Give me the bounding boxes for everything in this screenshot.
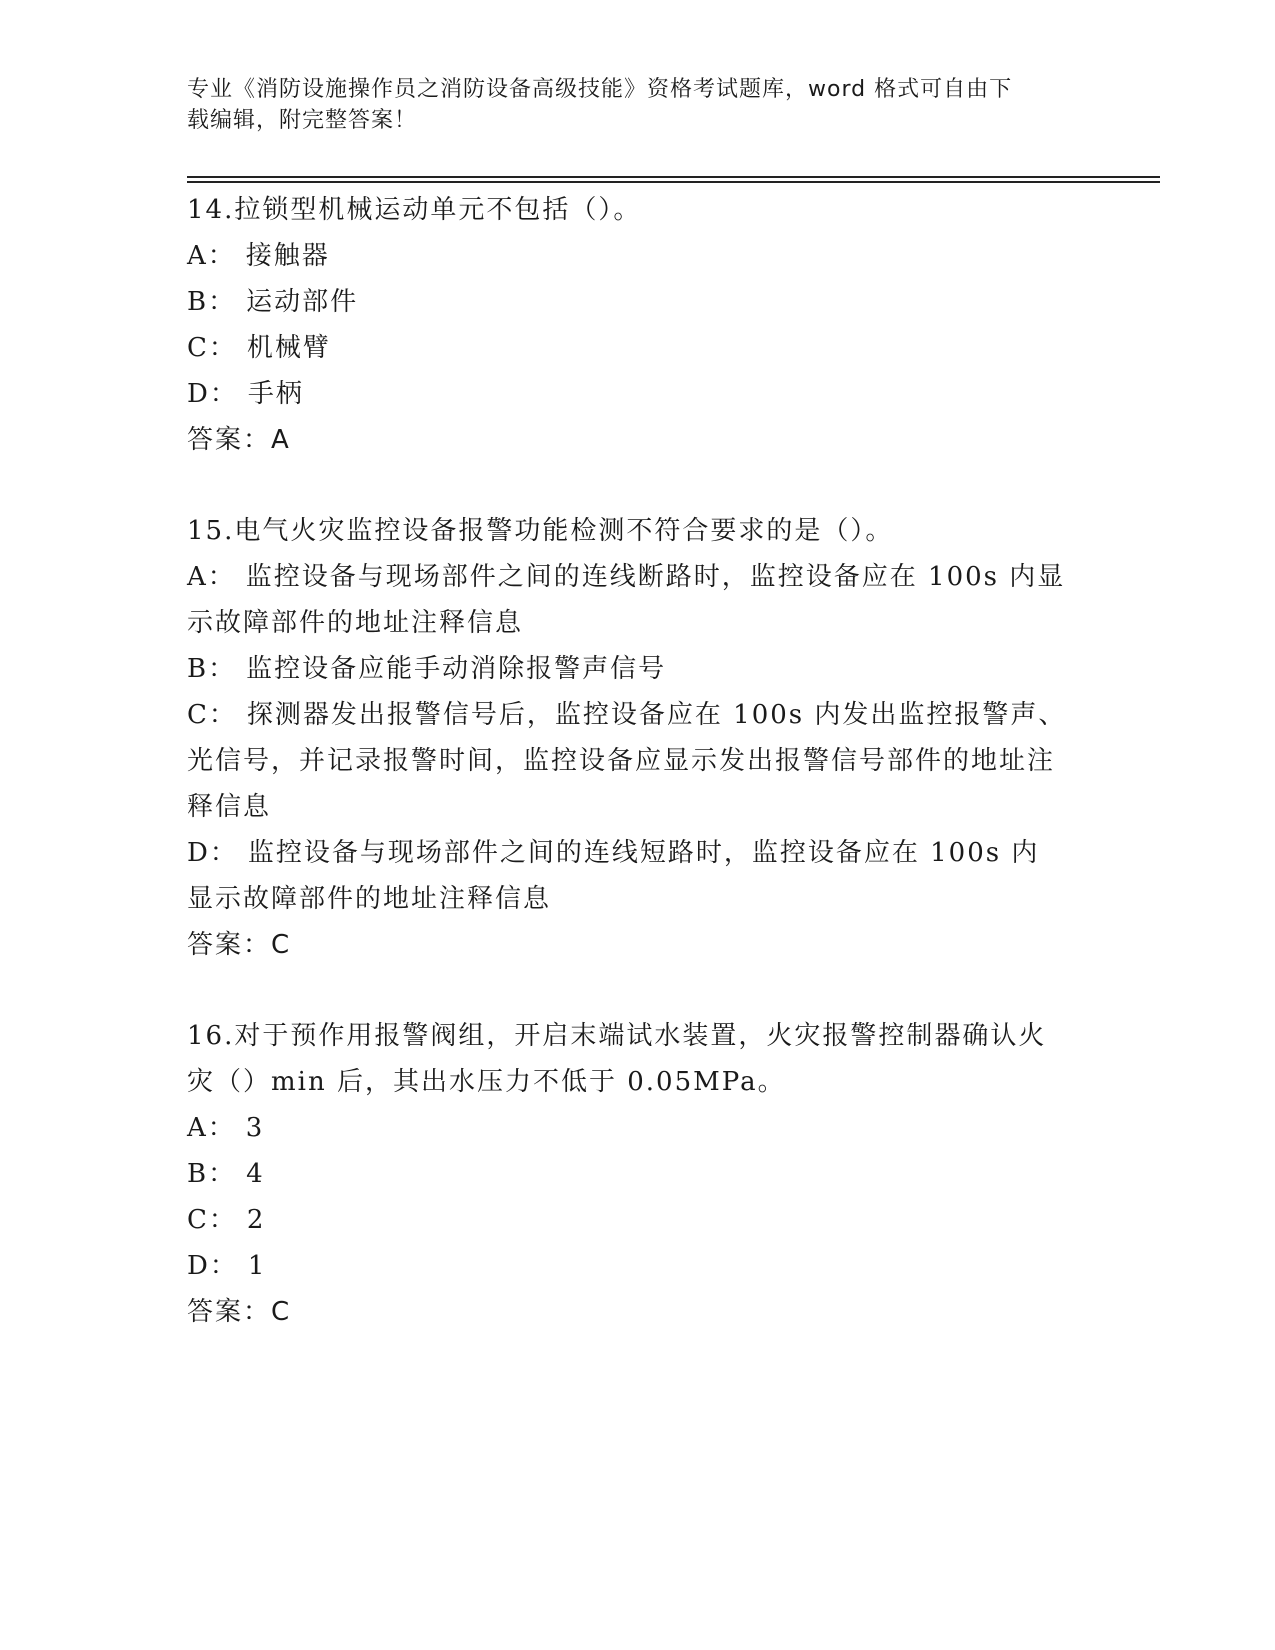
answer-line: 答案：C: [187, 1297, 292, 1327]
question-stem: 15.电气火灾监控设备报警功能检测不符合要求的是（）。: [187, 516, 894, 546]
option-letter: D：: [187, 1251, 238, 1281]
option-text: 机械臂: [246, 333, 331, 363]
option-letter: A：: [187, 1113, 236, 1143]
option-d: [187, 371, 1067, 417]
header-line-1: 专业《消防设施操作员之消防设备高级技能》资格考试题库，word 格式可自由下: [187, 77, 1013, 102]
option-d: [187, 1243, 1067, 1289]
option-a: [187, 554, 1067, 646]
option-letter: C：: [187, 333, 237, 363]
option-text: 3: [245, 1113, 265, 1143]
option-text: 接触器: [245, 241, 330, 271]
option-letter: A：: [187, 562, 236, 592]
option-text: 1: [247, 1251, 267, 1281]
header-line-2: 载编辑，附完整答案！: [187, 108, 418, 133]
option-a: [187, 233, 1067, 279]
option-text: 4: [246, 1159, 265, 1189]
option-b: [187, 279, 1067, 325]
document-header: [187, 74, 1067, 136]
option-text: 运动部件: [246, 287, 359, 317]
header-divider-top: [187, 176, 1160, 178]
answer-line: 答案：C: [187, 930, 292, 960]
option-b: [187, 646, 1067, 692]
option-letter: A：: [187, 241, 236, 271]
option-text: 手柄: [247, 379, 304, 409]
option-letter: B：: [187, 1159, 237, 1189]
option-a: [187, 1105, 1067, 1151]
option-b: [187, 1151, 1067, 1197]
option-c: [187, 1197, 1067, 1243]
option-letter: D：: [187, 379, 238, 409]
option-c: [187, 692, 1067, 830]
option-text: 监控设备应能手动消除报警声信号: [246, 654, 667, 684]
question-14: [187, 187, 1067, 463]
option-letter: B：: [187, 287, 237, 317]
option-letter: D：: [187, 838, 238, 868]
question-list: [187, 187, 1067, 1380]
option-d: [187, 830, 1067, 922]
option-text: 2: [246, 1205, 266, 1235]
option-letter: B：: [187, 654, 237, 684]
option-c: [187, 325, 1067, 371]
question-16: [187, 1013, 1067, 1335]
answer-line: 答案：A: [187, 425, 291, 455]
question-stem: 16.对于预作用报警阀组，开启末端试水装置，火灾报警控制器确认火灾（）min 后，其出水压力不低于 0.05MPa。: [187, 1021, 1047, 1097]
option-letter: C：: [187, 1205, 237, 1235]
header-divider-bottom: [187, 181, 1160, 183]
option-text: 监控设备与现场部件之间的连线断路时，监控设备应在 100s 内显示故障部件的地址注释信息: [187, 562, 1066, 638]
question-15: [187, 508, 1067, 968]
question-stem: 14.拉锁型机械运动单元不包括（）。: [187, 195, 642, 225]
option-text: 探测器发出报警信号后，监控设备应在 100s 内发出监控报警声、光信号，并记录报警时间，监控设备应显示发出报警信号部件的地址注释信息: [187, 700, 1067, 822]
option-letter: C：: [187, 700, 237, 730]
option-text: 监控设备与现场部件之间的连线短路时，监控设备应在 100s 内显示故障部件的地址注释信息: [187, 838, 1040, 914]
